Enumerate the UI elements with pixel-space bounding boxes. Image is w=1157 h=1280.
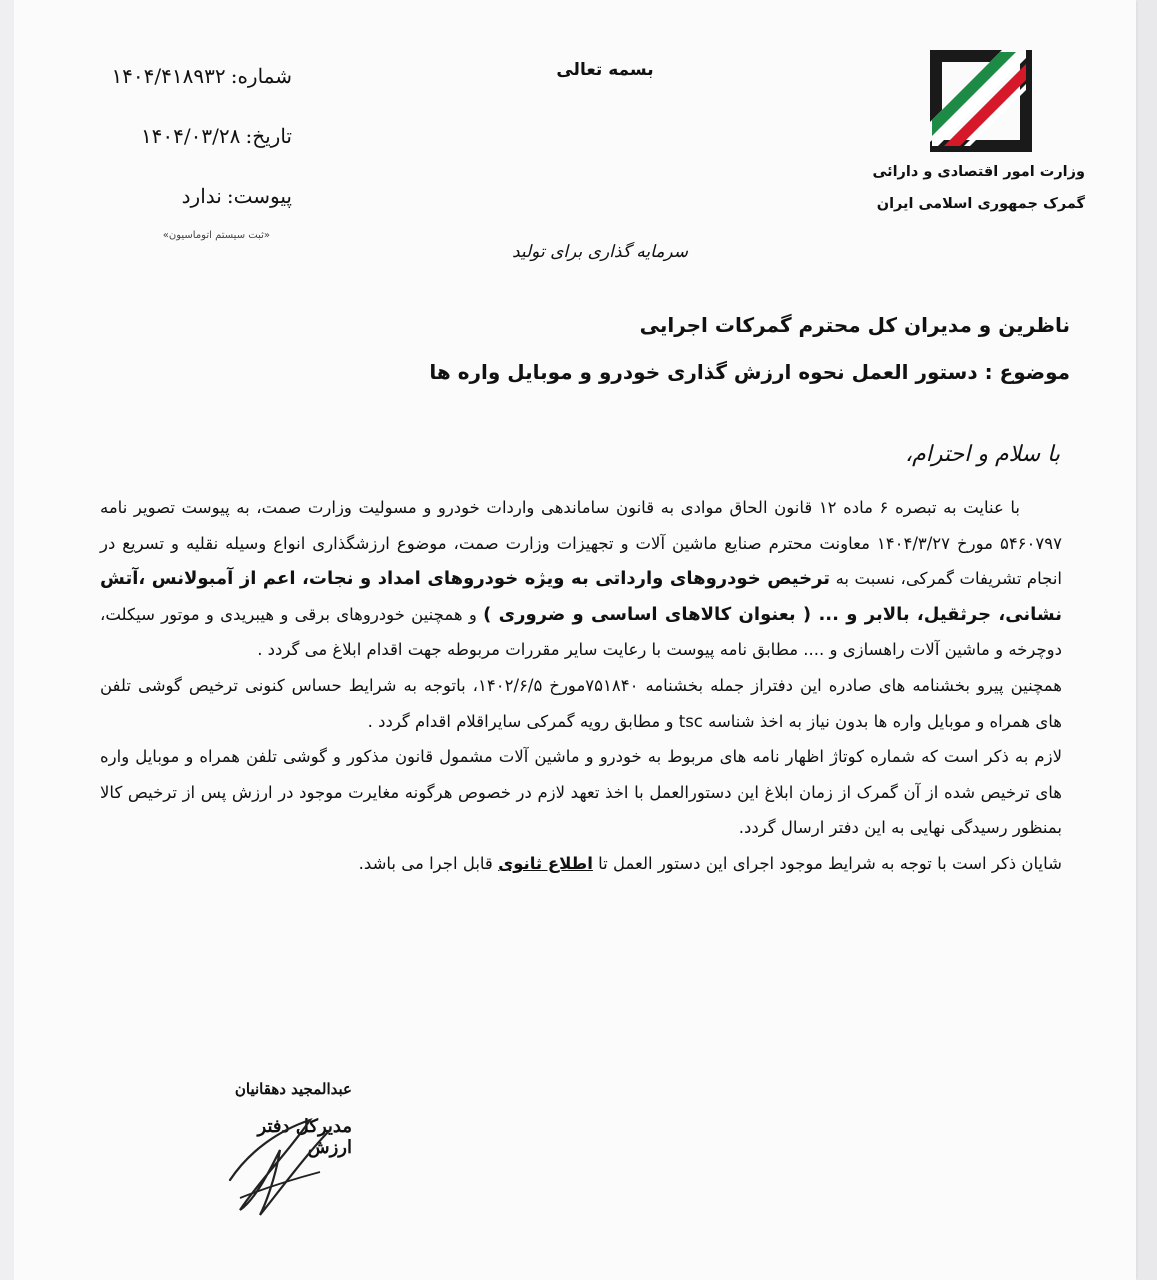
signer-title: مدیرکل دفتر ارزش — [257, 1116, 352, 1158]
paragraph-4-text: شایان ذکر است با توجه به شرایط موجود اجرای این دستور العمل تا — [598, 853, 1062, 873]
paragraph-3: لازم به ذکر است که شماره کوتاژ اظهار نامه های مربوط به خودرو و ماشین آلات مشمول قانون مذکور و گوشی تلفن همراه و موبایل واره های ترخیص شده از آن گمرک از زمان ابلاغ این دستورالعمل با اخذ تعهد لازم در خصوص هرگونه مغایرت موجود در ارزش پس از ترخیص کالا بمنظور رسیدگی نهایی به این دفتر ارسال گردد. — [100, 747, 1062, 838]
automation-note: «ثبت سیستم اتوماسیون» — [162, 230, 270, 241]
addressee: ناظرین و مدیران کل محترم گمرکات اجرایی — [639, 313, 1070, 337]
date-label: تاریخ: — [245, 124, 292, 148]
paragraph-4 — [100, 846, 1062, 882]
paragraph-4-underlined: اطلاع ثانوی — [498, 853, 593, 873]
attachment-value: ندارد — [181, 184, 222, 208]
slogan: سرمایه گذاری برای تولید — [511, 242, 689, 262]
signature-scribble-icon — [220, 1110, 360, 1220]
number-value: ۱۴۰۴/۴۱۸۹۳۲ — [111, 64, 226, 88]
date-value: ۱۴۰۴/۰۳/۲۸ — [140, 124, 241, 148]
greeting: با سلام و احترام، — [905, 442, 1060, 467]
ministry-name: وزارت امور اقتصادی و دارائی — [872, 164, 1085, 180]
paragraph-1-bold: ترخیص خودروهای وارداتی به ویژه خودروهای امداد و نجات، اعم از آمبولانس ،آتش نشانی، جرثقیل، بالابر و ... ( بعنوان کالاهای اساسی و ضروری ) — [100, 568, 1063, 625]
paragraph-1-text-end: و همچنین خودروهای برقی و هیبریدی و موتور سیکلت، دوچرخه و ماشین آلات راهسازی و .... مطابق نامه پیوست با رعایت سایر مقررات مربوطه جهت اقدام ابلاغ می گردد . — [100, 604, 1062, 660]
bism-heading: بسمه تعالی — [556, 60, 654, 80]
signer-name: عبدالمجید دهقانیان — [234, 1080, 352, 1098]
page-edge — [1138, 0, 1157, 1280]
attachment-label: پیوست: — [226, 184, 292, 208]
customs-name: گمرک جمهوری اسلامی ایران — [876, 196, 1085, 212]
letter-body — [100, 490, 1062, 882]
subject: موضوع : دستور العمل نحوه ارزش گذاری خودرو و موبایل واره ها — [429, 360, 1070, 384]
paragraph-1-text: با عنایت به تبصره ۶ ماده ۱۲ قانون الحاق موادی به قانون ساماندهی واردات خودرو و مسولیت وزارت صمت، به پیوست تصویر نامه ۵۴۶۰۷۹۷ مورخ ۱۴۰۴/۳/۲۷ معاونت محترم صنایع ماشین آلات و تجهیزات وزارت صمت، موضوع ارزشگذاری انواع وسیله نقلیه و تسریع در انجام تشریفات گمرکی، نسبت به — [100, 498, 1063, 589]
letter-attachment — [60, 184, 292, 208]
letter-date — [60, 124, 292, 148]
paragraph-2: همچنین پیرو بخشنامه های صادره این دفتراز جمله بخشنامه ۷۵۱۸۴۰مورخ ۱۴۰۲/۶/۵، باتوجه به شرایط حساس کنونی ترخیص گوشی تلفن های همراه و موبایل واره ها بدون نیاز به اخذ شناسه tsc و مطابق رویه گمرکی سایراقلام اقدام گردد . — [100, 675, 1062, 731]
customs-logo-icon — [930, 50, 1032, 152]
paragraph-4-text-end: قابل اجرا می باشد. — [358, 853, 493, 873]
letter-number — [60, 64, 292, 88]
number-label: شماره: — [230, 64, 292, 88]
paragraph-1 — [100, 490, 1062, 668]
